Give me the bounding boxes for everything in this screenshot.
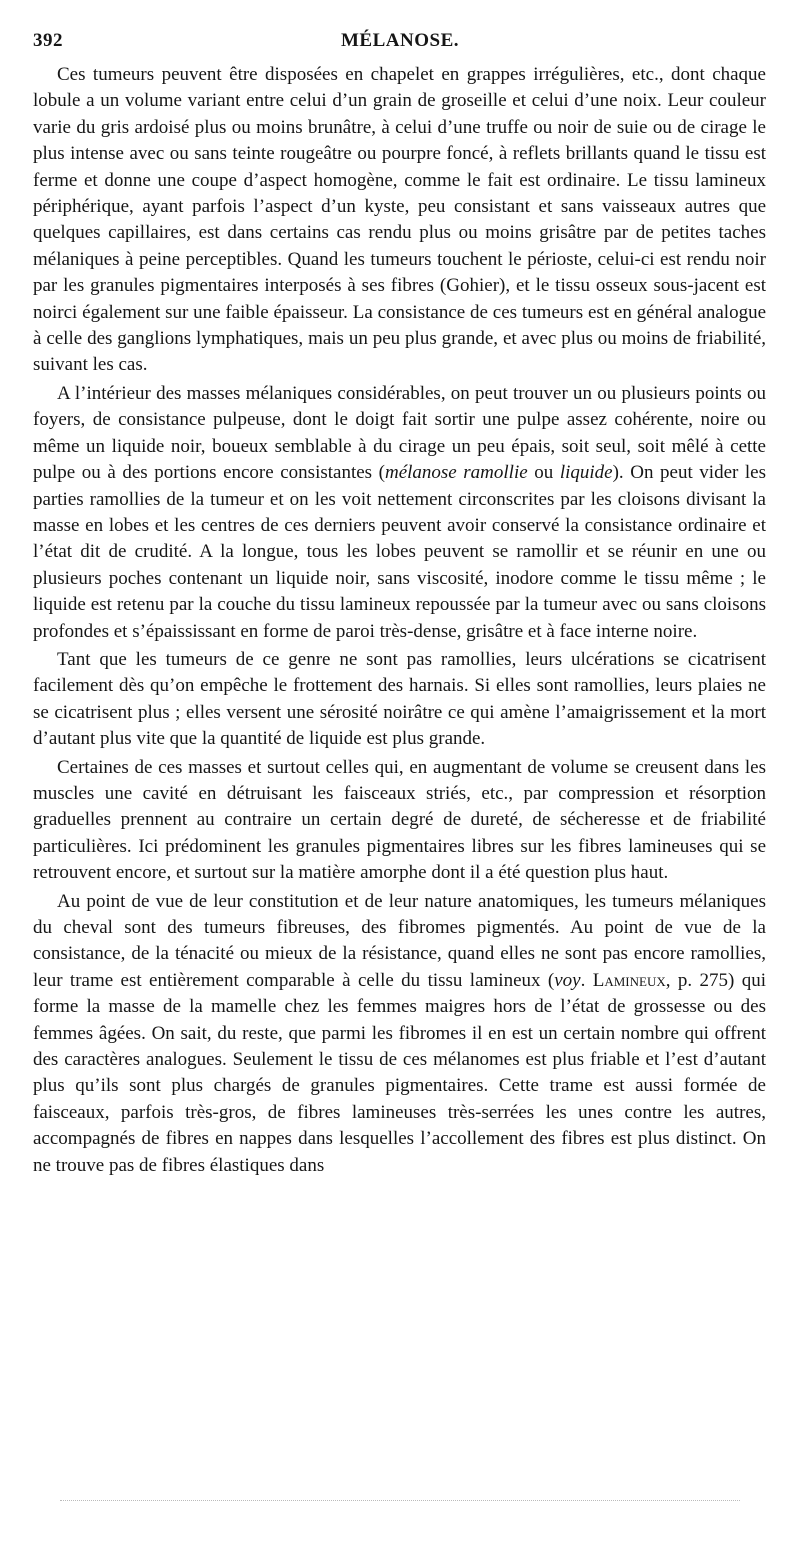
page-number: 392 (33, 30, 63, 51)
page-header (33, 30, 767, 60)
paragraph-1: Ces tumeurs peuvent être disposées en chapelet en grappes irrégulières, etc., dont chaque lobule a un volume variant entre celui d’un grain de groseille et celui d’une noix. Leur couleur varie du gris ardoisé plus ou moins brunâtre, à celui d’une truffe ou noir de suie ou de cirage le plus intense avec ou sans teinte rougeâtre ou pourpre foncé, à reflets brillants quand le tissu est ferme et donne une coupe d’aspect homogène, comme le fait est ordinaire. Le tissu lamineux périphérique, ayant parfois l’aspect d’un kyste, peu consistant et sans vaisseaux autres que quelques capillaires, est dans certains cas rendu plus ou moins grisâtre par de petites taches mélaniques à peine perceptibles. Quand les tumeurs touchent le périoste, celui-ci est rendu noir par les granules pigmentaires interposés à ses fibres (Gohier), et le tissu osseux sous-jacent est noirci également sur une faible épaisseur. La consistance de ces tumeurs est en général analogue à celle des ganglions lymphatiques, mais un peu plus grande, et avec plus ou moins de friabilité, suivant les cas. (33, 64, 766, 376)
paragraph-5 (33, 889, 766, 1179)
paragraph-2 (33, 381, 766, 645)
paragraph-5-text-after: , p. 275) qui forme la masse de la mamelle chez les femmes maigres hors de l’état de grossesse ou des femmes âgées. On sait, du reste, que parmi les fibromes il en est un certain nombre qui offrent des caractères analogues. Seulement le tissu de ces mélanomes est plus friable et l’est d’autant plus qu’ils sont plus chargés de granules pigmentaires. Cette trame est aussi formée de faisceaux, parfois très-gros, de fibres lamineuses très-serrées les unes contre les autres, accompagnés de fibres en nappes dans lesquelles l’accollement des fibres est plus distinct. On ne trouve pas de fibres élastiques dans (33, 969, 766, 1176)
paragraph-5-text-mid: . (580, 969, 593, 991)
paragraph-2-text-before: A l’intérieur des masses mélaniques considérables, on peut trouver un ou plusieurs points ou foyers, de consistance pulpeuse, dont le doigt fait sortir une pulpe assez cohérente, noire ou même un liquide noir, boueux semblable à du cirage un peu épais, soit seul, soit mêlé à cette pulpe ou à des portions encore consistantes ( (33, 382, 766, 484)
body-text (33, 62, 766, 1179)
paragraph-2-italic-1: mélanose ramollie (384, 462, 528, 484)
paragraph-2-text-mid: ou (527, 462, 560, 484)
paragraph-4: Certaines de ces masses et surtout celles qui, en augmentant de volume se creusent dans les muscles une cavité en détruisant les faisceaux striés, etc., par compression et résorption graduelles prennent au contraire un certain degré de dureté, de sécheresse et de friabilité particulières. Ici prédominent les granules pigmentaires libres sur les fibres lamineuses qui se retrouvent encore, et surtout sur la matière amorphe dont il a été question plus haut. (33, 756, 766, 884)
paragraph-2-text-after: ). On peut vider les parties ramollies de la tumeur et on les voit nettement circonscrites par les cloisons divisant la masse en lobes et les centres de ces derniers peuvent avoir conservé la consistance ordinaire et l’état dit de crudité. A la longue, tous les lobes peuvent se ramollir et se réunir en une ou plusieurs poches contenant un liquide noir, sans viscosité, inodore comme le tissu même ; le liquide est retenu par la couche du tissu lamineux repoussée par la tumeur avec ou sans cloisons profondes et s’épaississant en forme de paroi très-dense, grisâtre et à face interne noire. (33, 462, 766, 642)
paragraph-5-text-before: Au point de vue de leur constitution et de leur nature anatomiques, les tumeurs mélaniques du cheval sont des tumeurs fibreuses, des fibromes pigmentés. Au point de vue de la consistance, de la ténacité ou mieux de la résistance, quand elles ne sont pas encore ramollies, leur trame est entièrement comparable à celle du tissu lamineux ( (33, 890, 766, 991)
paragraph-5-italic-voy: voy (554, 969, 581, 991)
paragraph-5-smallcaps-reference: Lamineux (592, 969, 666, 991)
bottom-scan-marks (60, 1500, 740, 1503)
paragraph-2-italic-2: liquide (559, 462, 613, 484)
running-title: MÉLANOSE. (341, 30, 459, 51)
paragraph-3: Tant que les tumeurs de ce genre ne sont pas ramollies, leurs ulcérations se cicatrisent facilement dès qu’on empêche le frottement des harnais. Si elles sont ramollies, leurs plaies ne se cicatrisent plus ; elles versent une sérosité noirâtre ce qui amène l’amaigrissement et la mort d’autant plus vite que la quantité de liquide est plus grande. (33, 648, 766, 750)
